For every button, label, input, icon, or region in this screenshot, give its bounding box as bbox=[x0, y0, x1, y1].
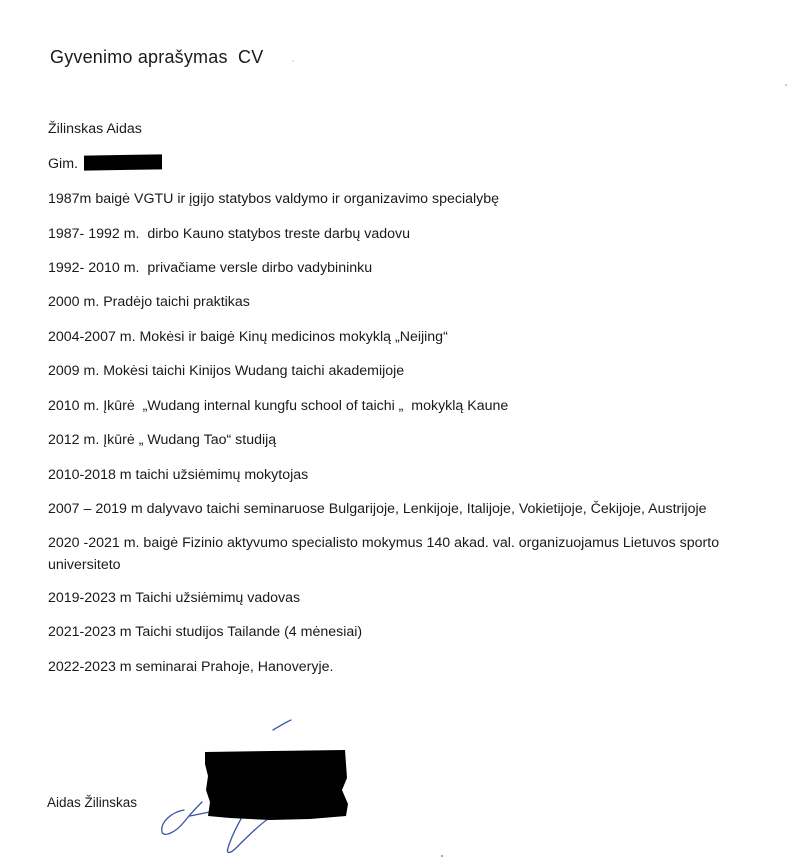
scan-speck bbox=[785, 84, 787, 86]
cv-entry: 2019-2023 m Taichi užsiėmimų vadovas bbox=[48, 590, 301, 606]
cv-entry: 2020 -2021 m. baigė Fizinio aktyvumo specialisto mokymus 140 akad. val. organizuojamus Lietuvos sporto universiteto bbox=[48, 535, 720, 573]
cv-entry: 2009 m. Mokėsi taichi Kinijos Wudang taichi akademijoje bbox=[48, 363, 405, 379]
signature-image bbox=[150, 712, 360, 862]
document-title: Gyvenimo aprašymas CV bbox=[50, 47, 264, 67]
cv-entry: 2012 m. Įkūrė „ Wudang Tao“ studiją bbox=[48, 432, 277, 448]
redaction-bar bbox=[84, 154, 162, 170]
cv-entry: 2000 m. Pradėjo taichi praktikas bbox=[48, 294, 250, 310]
cv-entry: 2007 – 2019 m dalyvavo taichi seminaruose Bulgarijoje, Lenkijoje, Italijoje, Vokietijoje, Čekijoje, Austrijoje bbox=[48, 501, 707, 517]
cv-entry: 1992- 2010 m. privačiame versle dirbo vadybininku bbox=[48, 260, 373, 276]
scan-speck bbox=[441, 855, 443, 857]
cv-entry: 2010-2018 m taichi užsiėmimų mokytojas bbox=[48, 467, 309, 483]
birth-label: Gim. bbox=[48, 156, 78, 172]
scan-speck bbox=[292, 60, 294, 62]
cv-entry: 2004-2007 m. Mokėsi ir baigė Kinų medicinos mokyklą „Neijing“ bbox=[48, 329, 448, 345]
signature-name: Aidas Žilinskas bbox=[47, 795, 138, 810]
cv-entry: 2010 m. Įkūrė „Wudang internal kungfu school of taichi „ mokyklą Kaune bbox=[48, 398, 509, 414]
cv-entry: 1987m baigė VGTU ir įgijo statybos valdymo ir organizavimo specialybę bbox=[48, 191, 500, 207]
birth-line bbox=[48, 153, 162, 175]
cv-entry: 2021-2023 m Taichi studijos Tailande (4 mėnesiai) bbox=[48, 624, 363, 640]
cv-entry: 1987- 1992 m. dirbo Kauno statybos treste darbų vadovu bbox=[48, 226, 411, 242]
cv-entry: 2022-2023 m seminarai Prahoje, Hanoveryje. bbox=[48, 659, 334, 675]
person-name: Žilinskas Aidas bbox=[48, 121, 142, 137]
